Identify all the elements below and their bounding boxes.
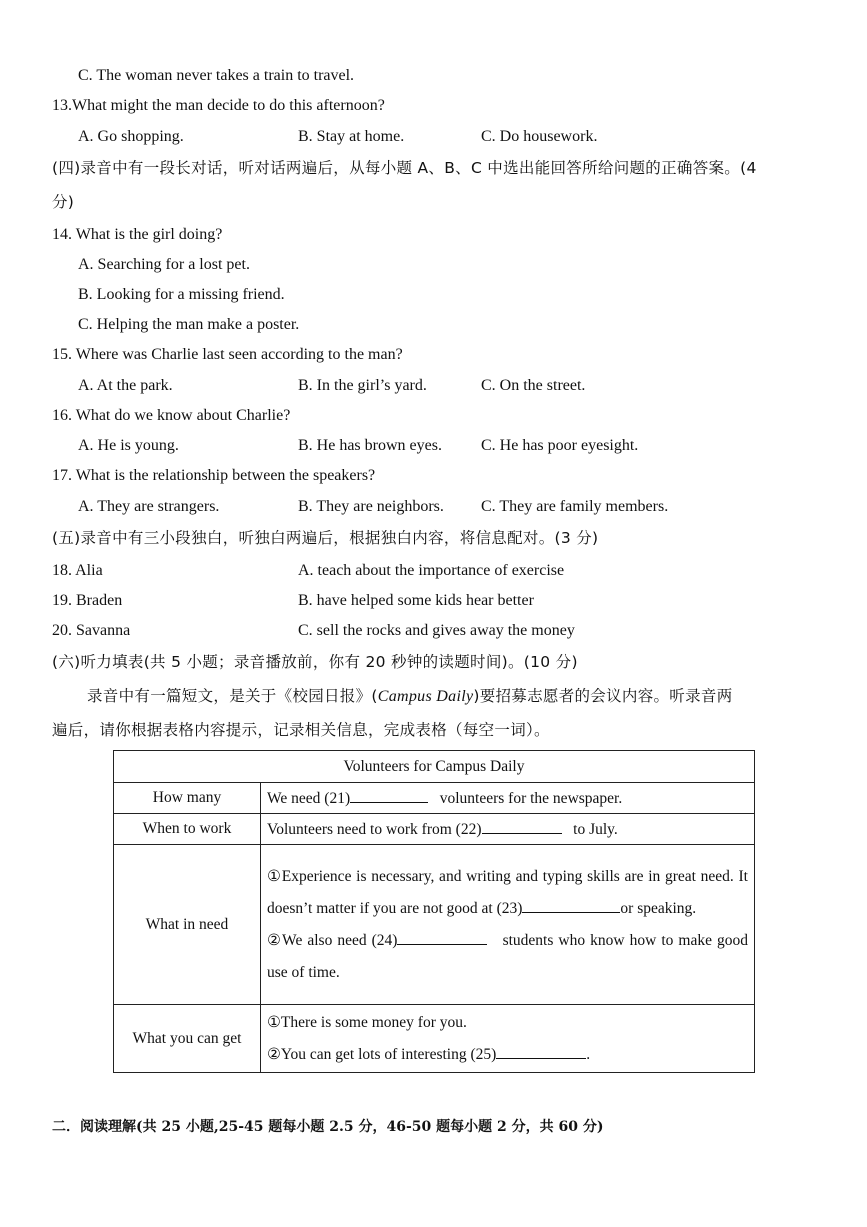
q14-option-b: B. Looking for a missing friend. bbox=[78, 286, 285, 303]
q15-option-c: C. On the street. bbox=[481, 377, 586, 394]
q13-question: 13.What might the man decide to do this afternoon? bbox=[52, 97, 385, 114]
q17-question: 17. What is the relationship between the speakers? bbox=[52, 467, 376, 484]
match-option-a: A. teach about the importance of exercise bbox=[298, 562, 565, 579]
blank-22[interactable] bbox=[482, 819, 562, 834]
match-name-20: 20. Savanna bbox=[52, 622, 131, 639]
cell-what-in-need: ①Experience is necessary, and writing and typing skills are in great need. It doesn’t matter if you are not good at (23) or speaking. ②We also need (24) students who know how to make good use of time. bbox=[261, 845, 755, 1005]
q16-option-b: B. He has brown eyes. bbox=[298, 437, 442, 454]
q15-question: 15. Where was Charlie last seen according to the man? bbox=[52, 346, 403, 363]
match-name-18: 18. Alia bbox=[52, 562, 103, 579]
section4-heading-line2: 分) bbox=[52, 193, 75, 211]
q12-option-c: C. The woman never takes a train to travel. bbox=[78, 67, 355, 84]
volunteers-table bbox=[113, 750, 755, 1073]
q13-option-b: B. Stay at home. bbox=[298, 128, 405, 145]
blank-24[interactable] bbox=[397, 930, 487, 945]
q17-option-b: B. They are neighbors. bbox=[298, 498, 444, 515]
match-option-c: C. sell the rocks and gives away the money bbox=[298, 622, 575, 639]
q14-option-c: C. Helping the man make a poster. bbox=[78, 316, 300, 333]
q17-option-c: C. They are family members. bbox=[481, 498, 669, 515]
match-option-b: B. have helped some kids hear better bbox=[298, 592, 534, 609]
table-title: Volunteers for Campus Daily bbox=[114, 751, 755, 783]
blank-25[interactable] bbox=[496, 1044, 586, 1059]
blank-23[interactable] bbox=[522, 898, 620, 913]
q14-option-a: A. Searching for a lost pet. bbox=[78, 256, 250, 273]
label-what-in-need: What in need bbox=[114, 845, 261, 1005]
q17-option-a: A. They are strangers. bbox=[78, 498, 220, 515]
q15-option-a: A. At the park. bbox=[78, 377, 173, 394]
cell-when-to-work: Volunteers need to work from (22) to July. bbox=[261, 814, 755, 845]
q16-question: 16. What do we know about Charlie? bbox=[52, 407, 291, 424]
section6-intro-line2: 遍后，请你根据表格内容提示，记录相关信息，完成表格（每空一词）。 bbox=[52, 721, 550, 739]
section6-intro-line1: 录音中有一篇短文，是关于《校园日报》(Campus Daily)要招募志愿者的会议内容。听录音两 bbox=[87, 687, 733, 705]
q13-option-c: C. Do housework. bbox=[481, 128, 598, 145]
q16-option-c: C. He has poor eyesight. bbox=[481, 437, 639, 454]
section5-heading: (五)录音中有三小段独白，听独白两遍后，根据独白内容，将信息配对。(3 分) bbox=[52, 529, 599, 547]
q14-question: 14. What is the girl doing? bbox=[52, 226, 223, 243]
cell-what-you-can-get: ①There is some money for you. ②You can get lots of interesting (25) . bbox=[261, 1005, 755, 1073]
q15-option-b: B. In the girl’s yard. bbox=[298, 377, 427, 394]
label-when-to-work: When to work bbox=[114, 814, 261, 845]
q16-option-a: A. He is young. bbox=[78, 437, 179, 454]
match-name-19: 19. Braden bbox=[52, 592, 123, 609]
blank-21[interactable] bbox=[350, 788, 428, 803]
label-what-you-can-get: What you can get bbox=[114, 1005, 261, 1073]
section4-heading-line1: (四)录音中有一段长对话，听对话两遍后，从每小题 A、B、C 中选出能回答所给问题的正确答案。(4 bbox=[52, 159, 757, 177]
part2-heading: 二．阅读理解(共 25 小题,25-45 题每小题 2.5 分，46-50 题每小题 2 分，共 60 分) bbox=[52, 1119, 604, 1135]
cell-how-many: We need (21) volunteers for the newspaper. bbox=[261, 783, 755, 814]
label-how-many: How many bbox=[114, 783, 261, 814]
q13-option-a: A. Go shopping. bbox=[78, 128, 184, 145]
section6-heading: (六)听力填表(共 5 小题；录音播放前，你有 20 秒钟的读题时间)。(10 分) bbox=[52, 653, 578, 671]
